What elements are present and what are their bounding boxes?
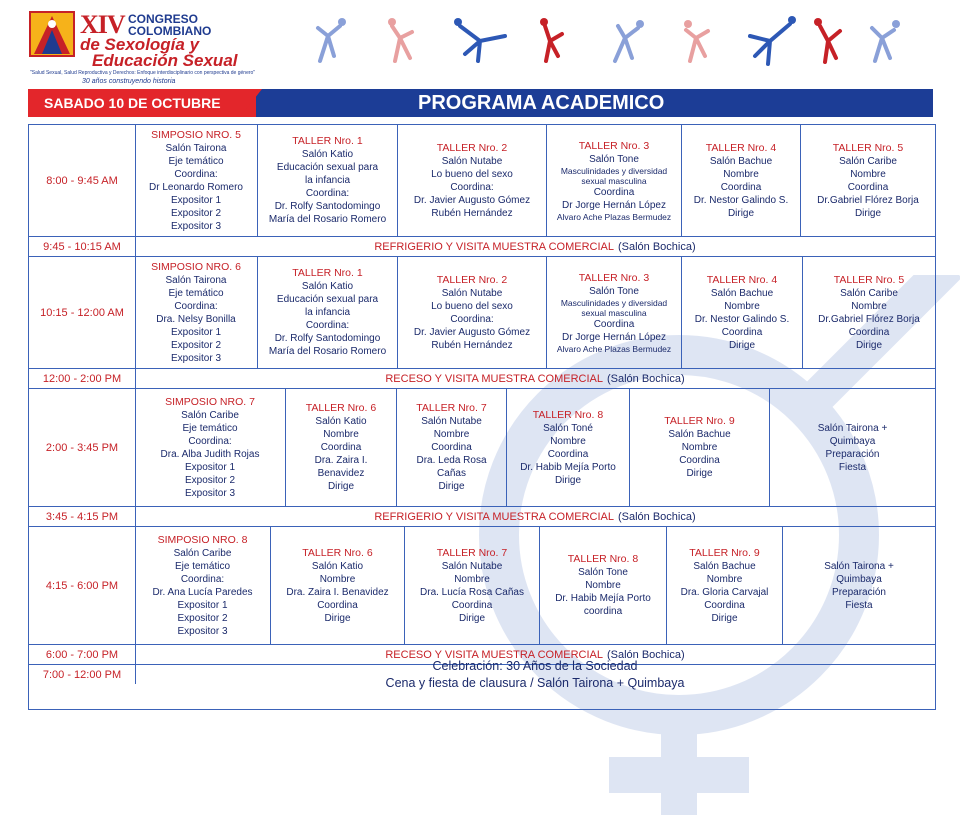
session-line: Dr. Rolfy Santodomingo — [274, 201, 381, 212]
session-line: Nombre — [433, 429, 470, 440]
session-line: Dr.Gabriel Flórez Borja — [817, 194, 919, 206]
session-line: Coordina: — [305, 188, 350, 199]
session-title: TALLER Nro. 4 — [706, 273, 778, 286]
logo-line-2: COLOMBIANO — [128, 24, 212, 38]
session-line: Salón Tairona + — [817, 422, 888, 434]
session-line: Preparación — [832, 586, 886, 598]
session-line: Educación sexual para — [276, 162, 379, 173]
session-line: Coordina — [593, 186, 635, 198]
session-line: Salón Tone — [578, 567, 628, 578]
session-title: TALLER Nro. 8 — [567, 553, 639, 565]
session-title: TALLER Nro. 4 — [705, 141, 777, 154]
session-line: Educación sexual para — [276, 294, 379, 305]
session-line: Coordina — [848, 326, 890, 338]
session-line: Lo bueno del sexo — [431, 168, 513, 180]
session-line: Nombre — [723, 168, 759, 180]
session-cell — [286, 389, 397, 506]
session-line: Nombre — [585, 580, 621, 591]
session-line: Fiesta — [838, 461, 867, 473]
session-line: Salón Caribe — [181, 409, 239, 421]
schedule-row — [29, 658, 935, 690]
session-line: Expositor 1 — [184, 461, 236, 473]
session-line: Expositor 3 — [170, 352, 222, 364]
session-cell — [803, 257, 935, 368]
session-line: Masculinidades y diversidad — [560, 297, 668, 308]
time-slot: 9:45 - 10:15 AM — [29, 237, 136, 256]
session-line: Salón Katio — [301, 149, 354, 160]
session-line: Dra. Zaira I. Benavidez — [286, 586, 389, 598]
session-line: Salón Katio — [315, 416, 367, 427]
header — [0, 0, 960, 88]
break-location: (Salón Bochica) — [606, 372, 685, 385]
break-location: (Salón Bochica) — [606, 648, 685, 661]
session-line: Coordina — [720, 181, 762, 193]
session-line: Coordina — [451, 599, 493, 611]
session-line: Nombre — [850, 168, 886, 180]
session-line: Alvaro Ache Plazas Bermudez — [556, 211, 672, 222]
session-title: TALLER Nro. 5 — [833, 273, 905, 286]
session-line: Quimbaya — [836, 573, 882, 585]
session-line: Coordina — [547, 448, 589, 460]
session-title: TALLER Nro. 3 — [578, 271, 650, 284]
session-line: Coordina: — [174, 300, 218, 312]
session-line: Dirige — [711, 612, 738, 624]
session-line: Quimbaya — [829, 435, 876, 447]
session-line: coordina — [583, 606, 623, 617]
session-title: TALLER Nro. 6 — [305, 402, 377, 414]
session-line: Dra. Nelsy Bonilla — [156, 313, 236, 325]
session-line: Dirige — [324, 612, 351, 624]
session-cell — [547, 125, 682, 236]
session-cell — [258, 257, 398, 368]
session-line: Dr. Javier Augusto Gómez — [413, 194, 531, 206]
session-line: Coordina — [593, 318, 635, 330]
session-line: Expositor 2 — [177, 612, 228, 624]
session-title: TALLER Nro. 5 — [832, 141, 904, 154]
logo-line-3: de Sexología y — [80, 35, 200, 54]
session-line: Salón Caribe — [840, 287, 898, 299]
break-location: (Salón Bochica) — [617, 510, 696, 523]
session-line: Eje temático — [168, 155, 224, 167]
session-line: Dra. Alba Judith Rojas — [160, 448, 260, 460]
session-line: Salón Bachue — [693, 560, 756, 572]
session-title: TALLER Nro. 3 — [578, 139, 650, 152]
time-slot: 4:15 - 6:00 PM — [29, 527, 136, 644]
session-line: Coordina: — [450, 181, 494, 193]
session-line: Dirige — [854, 207, 882, 219]
session-title: TALLER Nro. 9 — [664, 415, 735, 427]
session-line: Salón Caribe — [173, 547, 232, 559]
time-slot: 8:00 - 9:45 AM — [29, 125, 136, 236]
logo-emblem-icon — [28, 10, 76, 58]
session-line: Dr. Rolfy Santodomingo — [274, 333, 381, 344]
session-line: sexual masculina — [581, 307, 647, 318]
session-cell — [258, 125, 398, 236]
session-line: Salón Bachue — [710, 287, 774, 299]
session-line: Eje temático — [182, 422, 238, 434]
schedule-table — [28, 124, 936, 710]
schedule-row — [29, 369, 935, 389]
session-line: Dr. Javier Augusto Gómez — [413, 326, 531, 338]
session-line: Dra. Leda Rosa — [416, 455, 487, 466]
session-line: Dra. Lucía Rosa Cañas — [420, 586, 524, 598]
session-line: Dr Jorge Hernán López — [562, 199, 666, 211]
session-cell — [682, 257, 803, 368]
schedule-row — [29, 237, 935, 257]
session-title: TALLER Nro. 8 — [532, 408, 604, 421]
session-title: TALLER Nro. 9 — [689, 546, 760, 559]
session-line: Expositor 2 — [184, 474, 236, 486]
session-line: Dirige — [458, 612, 486, 624]
session-line: Coordina: — [180, 573, 225, 585]
session-cell — [783, 527, 935, 644]
session-title: TALLER Nro. 7 — [416, 402, 487, 414]
session-line: Dr Jorge Hernán López — [562, 331, 666, 343]
session-cell — [667, 527, 783, 644]
time-slot: 7:00 - 12:00 PM — [29, 665, 136, 684]
time-slot: 6:00 - 7:00 PM — [29, 645, 136, 664]
session-line: Nombre — [706, 573, 743, 585]
session-line: Nombre — [550, 435, 586, 447]
session-line: Coordina — [704, 599, 745, 611]
session-cell — [135, 389, 286, 506]
session-line: Coordina — [721, 326, 763, 338]
session-line: Salón Tairona — [165, 142, 227, 154]
session-line: Dr Leonardo Romero — [149, 181, 243, 193]
schedule-row — [29, 507, 935, 527]
session-line: Nombre — [454, 573, 490, 585]
session-cell — [405, 527, 540, 644]
session-line: Salón Nutabe — [421, 416, 482, 427]
session-line: Coordina — [847, 181, 889, 193]
break-notice — [135, 507, 935, 526]
session-cell — [135, 527, 271, 644]
session-line: Eje temático — [168, 287, 224, 299]
session-line: María del Rosario Romero — [268, 214, 387, 225]
closing-line: Cena y fiesta de clausura / Salón Tairona + Quimbaya — [385, 675, 685, 690]
session-line: Salón Caribe — [839, 155, 897, 167]
session-title: TALLER Nro. 1 — [292, 267, 363, 279]
session-line: sexual masculina — [581, 175, 647, 186]
session-cell — [135, 257, 258, 368]
session-line: Salón Katio — [301, 281, 354, 292]
session-line: Dr. Nestor Galindo S. — [693, 194, 789, 206]
time-slot: 3:45 - 4:15 PM — [29, 507, 136, 526]
session-line: Expositor 2 — [170, 207, 222, 219]
session-line: Fiesta — [845, 599, 873, 611]
session-line: Dirige — [438, 481, 465, 492]
session-line: Alvaro Ache Plazas Bermudez — [556, 343, 672, 354]
session-line: Dr. Ana Lucía Paredes — [152, 586, 253, 598]
break-location: (Salón Bochica) — [617, 240, 696, 253]
session-cell — [630, 389, 770, 506]
session-title: SIMPOSIO NRO. 8 — [157, 533, 248, 546]
session-line: Dra. Gloria Carvajal — [680, 586, 769, 598]
session-line: Salón Tone — [589, 285, 639, 297]
session-line: Expositor 1 — [170, 194, 222, 206]
logo-line-1: CONGRESO — [128, 12, 199, 26]
session-line: Eje temático — [174, 560, 231, 572]
session-line: Nombre — [319, 573, 356, 585]
logo-line-4: Educación Sexual — [92, 51, 238, 70]
logo-subtitle: "Salud Sexual, Salud Reproductiva y Derechos: Enfoque interdisciplinario con perspectiva de género" — [30, 70, 256, 76]
session-cell — [801, 125, 935, 236]
schedule-row — [29, 389, 935, 507]
session-line: Coordina: — [305, 320, 350, 331]
session-cell — [398, 125, 547, 236]
session-line: Preparación — [825, 448, 880, 460]
banner-title: PROGRAMA ACADEMICO — [418, 92, 665, 114]
session-line: Rubén Hernández — [431, 207, 513, 219]
session-line: Salón Tone — [589, 153, 639, 165]
closing-event — [135, 658, 935, 690]
break-label: REFRIGERIO Y VISITA MUESTRA COMERCIAL — [374, 240, 614, 253]
logo-tagline: 30 años construyendo historia — [82, 78, 176, 85]
session-line: Masculinidades y diversidad — [560, 165, 668, 176]
congress-logo — [28, 8, 256, 85]
session-title: SIMPOSIO NRO. 6 — [151, 260, 241, 273]
break-label: REFRIGERIO Y VISITA MUESTRA COMERCIAL — [374, 510, 614, 523]
session-line: Dirige — [327, 481, 355, 492]
session-line: Dr. Nestor Galindo S. — [694, 313, 790, 325]
session-line: Nombre — [681, 442, 718, 453]
session-title: TALLER Nro. 2 — [436, 273, 508, 286]
session-line: la infancia — [304, 175, 351, 186]
session-line: Coordina: — [450, 313, 494, 325]
time-slot: 12:00 - 2:00 PM — [29, 369, 136, 388]
session-line: Salón Tairona — [165, 274, 227, 286]
session-line: Nombre — [851, 300, 887, 312]
session-line: Dirige — [728, 339, 756, 351]
banner-date: SABADO 10 DE OCTUBRE — [44, 95, 221, 111]
session-line: Coordina: — [174, 168, 218, 180]
session-line: Salón Nutabe — [441, 287, 503, 299]
session-line: Salón Tairona + — [824, 560, 894, 572]
session-line: Salón Katio — [311, 560, 364, 572]
session-line: Expositor 3 — [184, 487, 236, 499]
session-line: Expositor 3 — [170, 220, 222, 232]
session-cell — [507, 389, 630, 506]
session-title: SIMPOSIO NRO. 7 — [165, 395, 255, 408]
session-line: la infancia — [304, 307, 351, 318]
session-line: Benavidez — [317, 468, 365, 479]
time-slot: 10:15 - 12:00 AM — [29, 257, 136, 368]
session-title: TALLER Nro. 1 — [292, 135, 363, 147]
session-cell — [547, 257, 682, 368]
session-line: Salón Bachue — [668, 429, 731, 440]
session-line: Coordina — [431, 442, 472, 453]
session-line: Dra. Zaira I. — [314, 455, 368, 466]
session-line: Salón Toné — [543, 422, 593, 434]
session-line: Expositor 1 — [177, 599, 228, 611]
time-slot: 2:00 - 3:45 PM — [29, 389, 136, 506]
session-line: Salón Nutabe — [441, 560, 503, 572]
session-line: Nombre — [323, 429, 359, 440]
session-line: Dirige — [554, 474, 582, 486]
session-line: Coordina — [317, 599, 358, 611]
session-line: Expositor 3 — [177, 625, 228, 637]
dancer-icon — [318, 16, 900, 64]
session-title: TALLER Nro. 2 — [436, 141, 508, 154]
session-cell — [398, 257, 547, 368]
session-line: Dr.Gabriel Flórez Borja — [818, 313, 920, 325]
schedule-row — [29, 527, 935, 645]
session-cell — [271, 527, 405, 644]
session-line: Nombre — [724, 300, 760, 312]
session-line: Salón Bachue — [709, 155, 773, 167]
session-title: SIMPOSIO NRO. 5 — [151, 128, 241, 141]
dancers-decoration — [300, 6, 940, 76]
session-line: Dirige — [727, 207, 755, 219]
session-line: Cañas — [437, 468, 466, 479]
session-line: Rubén Hernández — [431, 339, 513, 351]
session-cell — [682, 125, 801, 236]
schedule-row — [29, 257, 935, 369]
session-cell — [135, 125, 258, 236]
session-cell — [770, 389, 935, 506]
session-line: Dirige — [686, 468, 713, 479]
session-title: TALLER Nro. 7 — [436, 546, 508, 559]
logo-roman-numeral: XIV — [80, 10, 125, 39]
session-title: TALLER Nro. 6 — [302, 546, 373, 559]
session-line: Dr. Habib Mejía Porto — [520, 461, 616, 473]
session-line: Coordina — [679, 455, 720, 466]
break-notice — [135, 369, 935, 388]
session-line: Coordina — [320, 442, 362, 453]
break-label: RECESO Y VISITA MUESTRA COMERCIAL — [385, 372, 603, 385]
session-cell — [397, 389, 507, 506]
session-line: Dr. Habib Mejía Porto — [555, 593, 651, 604]
session-line: María del Rosario Romero — [268, 346, 387, 357]
session-cell — [540, 527, 667, 644]
session-line: Expositor 1 — [170, 326, 222, 338]
session-line: Dirige — [855, 339, 883, 351]
title-banner — [28, 89, 933, 117]
session-line: Coordina: — [188, 435, 232, 447]
break-label: RECESO Y VISITA MUESTRA COMERCIAL — [385, 648, 603, 661]
schedule-row — [29, 125, 935, 237]
session-line: Lo bueno del sexo — [431, 300, 513, 312]
session-line: Salón Nutabe — [441, 155, 503, 167]
session-line: Expositor 2 — [170, 339, 222, 351]
break-notice — [135, 237, 935, 256]
closing-line: Celebración: 30 Años de la Sociedad — [432, 658, 638, 673]
